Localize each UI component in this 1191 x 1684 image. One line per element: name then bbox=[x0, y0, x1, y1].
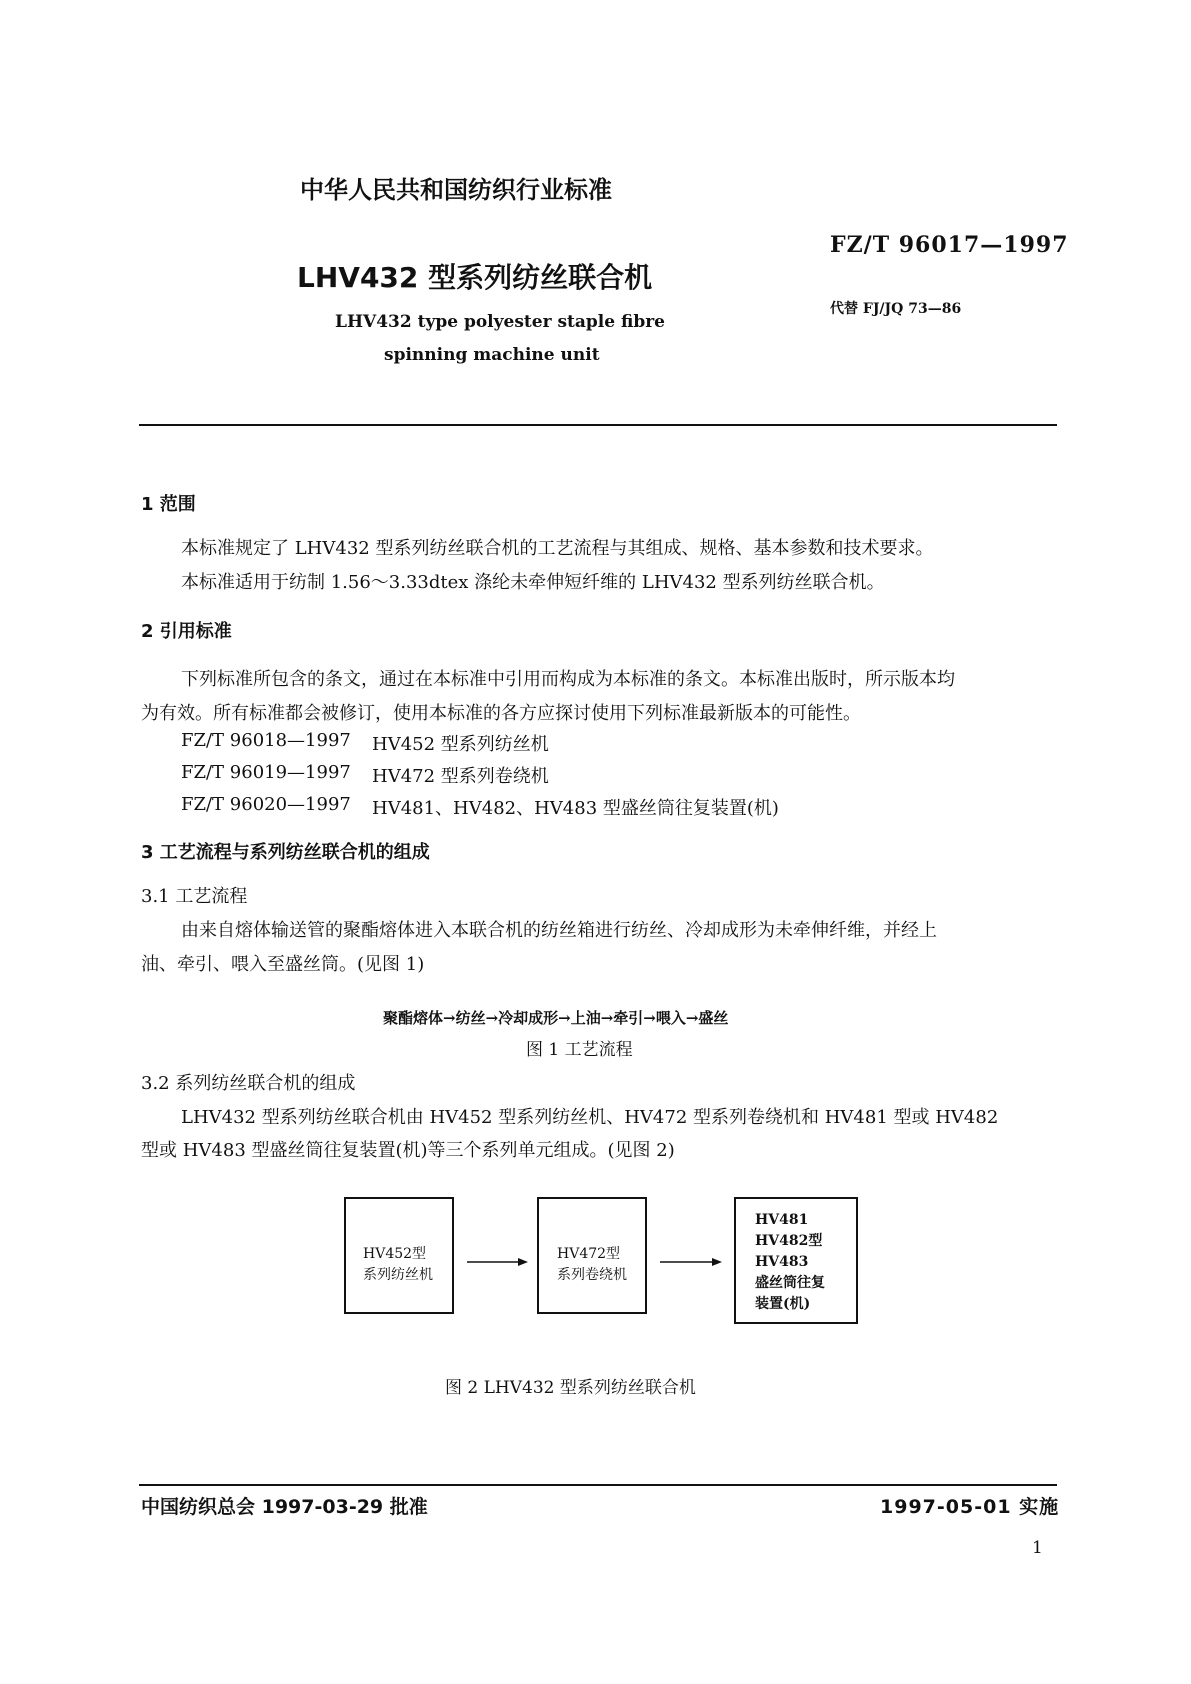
box-line: HV483 bbox=[755, 1254, 809, 1270]
figure-1-flow: 聚酯熔体→纺丝→冷却成形→上油→牵引→喂入→盛丝 bbox=[383, 1009, 729, 1027]
document-title-en-line2: spinning machine unit bbox=[384, 345, 600, 365]
figure-1-caption: 图 1 工艺流程 bbox=[526, 1040, 633, 1060]
section-3-2-heading: 3.2 系列纺丝联合机的组成 bbox=[141, 1073, 356, 1094]
figure-2-box-2-label bbox=[557, 1244, 627, 1286]
page-number: 1 bbox=[1032, 1538, 1043, 1558]
box-line: HV452型 bbox=[363, 1246, 427, 1262]
reference-code: FZ/T 96019—1997 bbox=[181, 762, 351, 783]
standard-code: FZ/T 96017—1997 bbox=[830, 232, 1069, 258]
reference-title: HV452 型系列纺丝机 bbox=[372, 734, 549, 755]
org-standard-title: 中华人民共和国纺织行业标准 bbox=[300, 176, 612, 204]
box-line: HV472型 bbox=[557, 1246, 621, 1262]
reference-title: HV481、HV482、HV483 型盛丝筒往复装置(机) bbox=[372, 798, 779, 819]
box-line: 系列纺丝机 bbox=[363, 1267, 433, 1283]
box-line: 盛丝筒往复 bbox=[755, 1275, 825, 1291]
box-line: 系列卷绕机 bbox=[557, 1267, 627, 1283]
reference-code: FZ/T 96020—1997 bbox=[181, 794, 351, 815]
reference-title: HV472 型系列卷绕机 bbox=[372, 766, 549, 787]
section-2-heading: 2 引用标准 bbox=[141, 621, 232, 642]
section-3-2-paragraph-line2: 型或 HV483 型盛丝筒往复装置(机)等三个系列单元组成。(见图 2) bbox=[141, 1140, 675, 1161]
box-line: HV482型 bbox=[755, 1233, 823, 1249]
section-3-2-paragraph-line1: LHV432 型系列纺丝联合机由 HV452 型系列纺丝机、HV472 型系列卷绕机和 HV481 型或 HV482 bbox=[181, 1107, 999, 1128]
section-1-heading: 1 范围 bbox=[141, 494, 196, 515]
section-1-paragraph-2: 本标准适用于纺制 1.56～3.33dtex 涤纶未牵伸短纤维的 LHV432 型系列纺丝联合机。 bbox=[181, 572, 885, 593]
figure-2-arrowhead-1 bbox=[518, 1258, 528, 1266]
section-3-1-paragraph-line1: 由来自熔体输送管的聚酯熔体进入本联合机的纺丝箱进行纺丝、冷却成形为未牵伸纤维，并经上 bbox=[181, 920, 937, 941]
figure-2-arrowhead-2 bbox=[712, 1258, 722, 1266]
section-1-paragraph-1: 本标准规定了 LHV432 型系列纺丝联合机的工艺流程与其组成、规格、基本参数和技术要求。 bbox=[181, 538, 934, 559]
figure-2-caption: 图 2 LHV432 型系列纺丝联合机 bbox=[445, 1378, 696, 1398]
section-2-paragraph-line1: 下列标准所包含的条文，通过在本标准中引用而构成为本标准的条文。本标准出版时，所示版本均 bbox=[181, 669, 955, 690]
footer-divider bbox=[139, 1484, 1057, 1486]
document-title-en-line1: LHV432 type polyester staple fibre bbox=[335, 312, 665, 332]
box-line: HV481 bbox=[755, 1212, 809, 1228]
effective-date: 1997-05-01 实施 bbox=[880, 1496, 1060, 1518]
figure-2-box-1-label bbox=[363, 1244, 433, 1286]
document-title: LHV432 型系列纺丝联合机 bbox=[297, 261, 653, 294]
figure-2-box-3-label bbox=[755, 1210, 825, 1315]
approval-line: 中国纺织总会 1997-03-29 批准 bbox=[141, 1496, 428, 1518]
section-3-1-paragraph-line2: 油、牵引、喂入至盛丝筒。(见图 1) bbox=[141, 954, 425, 975]
section-2-paragraph-line2: 为有效。所有标准都会被修订，使用本标准的各方应探讨使用下列标准最新版本的可能性。 bbox=[141, 703, 861, 724]
header-divider bbox=[139, 424, 1057, 426]
box-line: 装置(机) bbox=[755, 1296, 811, 1312]
replaces-standard: 代替 FJ/JQ 73—86 bbox=[830, 301, 962, 317]
section-3-1-heading: 3.1 工艺流程 bbox=[141, 886, 248, 907]
section-3-heading: 3 工艺流程与系列纺丝联合机的组成 bbox=[141, 842, 430, 863]
reference-code: FZ/T 96018—1997 bbox=[181, 730, 351, 751]
